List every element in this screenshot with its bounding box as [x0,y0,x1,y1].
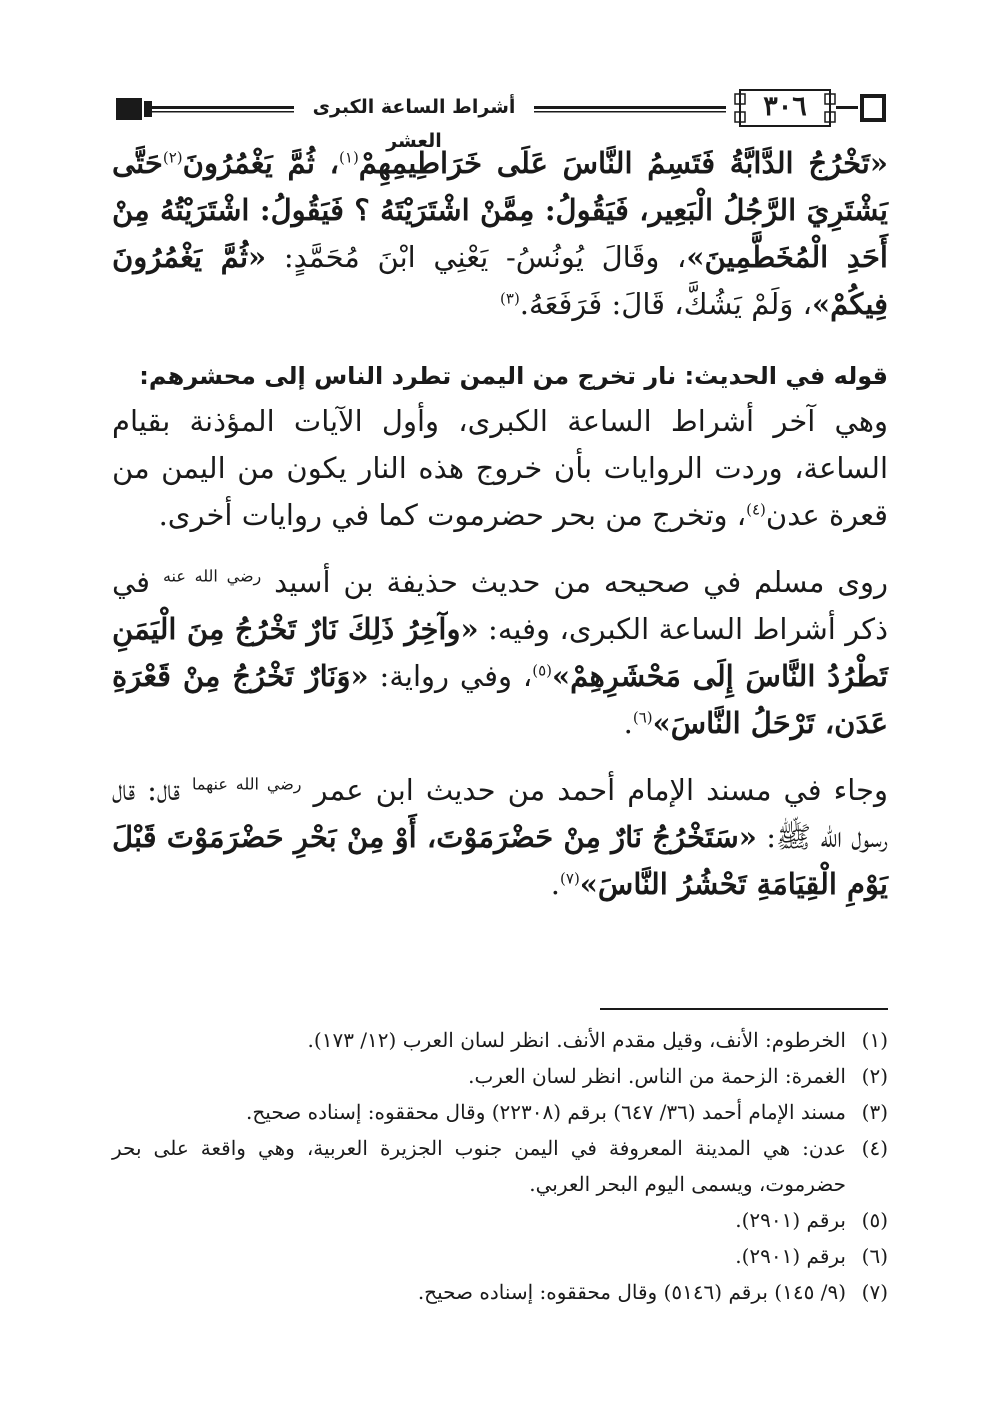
hadith-text: «سَتَخْرُجُ نَارٌ مِنْ حَضْرَمَوْتَ، أَوْ مِنْ بَحْرِ حَضْرَمَوْتَ قَبْلَ يَوْمِ الْقِيَامَةِ تَحْشُرُ النَّاسَ» [112,820,888,901]
main-text [112,140,888,908]
footnote-text: الغمرة: الزحمة من الناس. انظر لسان العرب. [468,1064,846,1088]
hadith-text: «تَخْرُجُ الدَّابَّةُ فَتَسِمُ النَّاسَ عَلَى خَرَاطِيمِهِمْ [358,146,888,180]
footnotes [112,1022,888,1310]
paragraph-text: . [623,706,633,740]
body-paragraph [112,559,888,747]
paragraph-text: ، وفي رواية: [368,659,533,693]
paragraph-text: قال: قال رسول الله [112,773,888,854]
paragraph-text: في ذكر أشراط الساعة الكبرى، وفيه: [112,565,888,646]
running-title: أشراط الساعة الكبرى العشر [294,90,534,124]
footnote-ref-3[interactable]: (٣) [500,289,520,308]
footnote-number: (٧) [861,1280,888,1304]
footnote-number: (٤) [861,1136,888,1160]
salutation-glyph: ﷺ [775,820,812,854]
footnote-text: برقم (٢٩٠١). [735,1244,846,1268]
paragraph-text: روى مسلم في صحيحه من حديث حذيفة بن أسيد [261,565,889,599]
footnote-text: برقم (٢٩٠١). [735,1208,846,1232]
footnote-text: عدن: هي المدينة المعروفة في اليمن جنوب الجزيرة العربية، وهي واقعة على بحر حضرموت، ويسمى اليوم البحر العربي. [112,1136,846,1196]
paragraph-text: وهي آخر أشراط الساعة الكبرى، وأول الآيات المؤذنة بقيام الساعة، وردت الروايات بأن خروج هذه النار يكون من اليمن من قعرة عدن [112,404,888,532]
page-number: ٣٠٦ [763,91,807,122]
hadith-paragraph [112,140,888,328]
footnote-number: (٦) [861,1244,888,1268]
paragraph-text: وجاء في مسند الإمام أحمد من حديث ابن عمر [301,773,888,807]
honorific-glyph: رضي الله عنهما [192,774,302,794]
footnote [112,1130,888,1202]
hadith-text: «وَنَارٌ تَخْرُجُ مِنْ قَعْرَةِ عَدَن، تَرْحَلُ النَّاسَ» [112,659,888,740]
running-header [112,84,888,152]
hadith-text: «وآخِرُ ذَلِكَ نَارٌ تَخْرُجُ مِنَ الْيَمَنِ تَطْرُدُ النَّاسَ إِلَى مَحْشَرِهِمْ» [112,612,888,693]
footnote-number: (٣) [861,1100,888,1124]
footnote-text: مسند الإمام أحمد (٣٦/ ٦٤٧) برقم (٢٢٣٠٨) وقال محققوه: إسناده صحيح. [246,1100,846,1124]
narration-text: ، وقَالَ يُونُسُ- يَعْنِي ابْنَ مُحَمَّدٍ: [266,240,687,274]
footnote-number: (٥) [861,1208,888,1232]
footnote [112,1274,888,1310]
paragraph-text: ، وتخرج من بحر حضرموت كما في روايات أخرى. [158,498,747,532]
narration-text: ، وَلَمْ يَشُكَّ، قَالَ: فَرَفَعَهُ. [519,287,812,321]
footnote [112,1202,888,1238]
footnote [112,1022,888,1058]
footnote-ref-2[interactable]: (٢) [162,148,183,167]
footnote-number: (٢) [861,1064,888,1088]
hadith-text: «ثُمَّ يَغْمُرُونَ فِيكُمْ» [112,240,888,321]
paragraph-text: . [550,867,561,901]
footnote-text: (٩/ ١٤٥) برقم (٥١٤٦) وقال محققوه: إسناده صحيح. [417,1280,846,1304]
paragraph-text: : [756,820,776,854]
section-heading: قوله في الحديث: نار تخرج من اليمن تطرد الناس إلى محشرهم: [139,362,888,390]
footnote [112,1058,888,1094]
footnote [112,1238,888,1274]
footnote [112,1094,888,1130]
footnote-ref-1[interactable]: (١) [339,148,359,167]
footnote-separator [600,1008,888,1010]
footnote-number: (١) [861,1028,888,1052]
footnote-text: الخرطوم: الأنف، وقيل مقدم الأنف. انظر لسان العرب (١٢/ ١٧٣). [307,1028,846,1052]
footnote-ref-6[interactable]: (٦) [632,708,653,727]
honorific-glyph: رضي الله عنه [162,566,262,586]
footnote-ref-7[interactable]: (٧) [560,869,580,888]
hadith-text: حَتَّى يَشْتَرِيَ الرَّجُلُ الْبَعِير، فَيَقُولُ: مِمَّنْ اشْتَرَيْتَهُ ؟ فَيَقُولُ: اشْتَرَيْتُهُ مِنْ أَحَدِ الْمُخَطَّمِينَ» [112,146,888,274]
hadith-text: ، ثُمَّ يَغْمُرُونَ [182,146,340,180]
footnote-ref-5[interactable]: (٥) [532,661,553,680]
footnote-ref-4[interactable]: (٤) [746,500,766,519]
body-paragraph [112,398,888,539]
body-paragraph [112,767,888,908]
